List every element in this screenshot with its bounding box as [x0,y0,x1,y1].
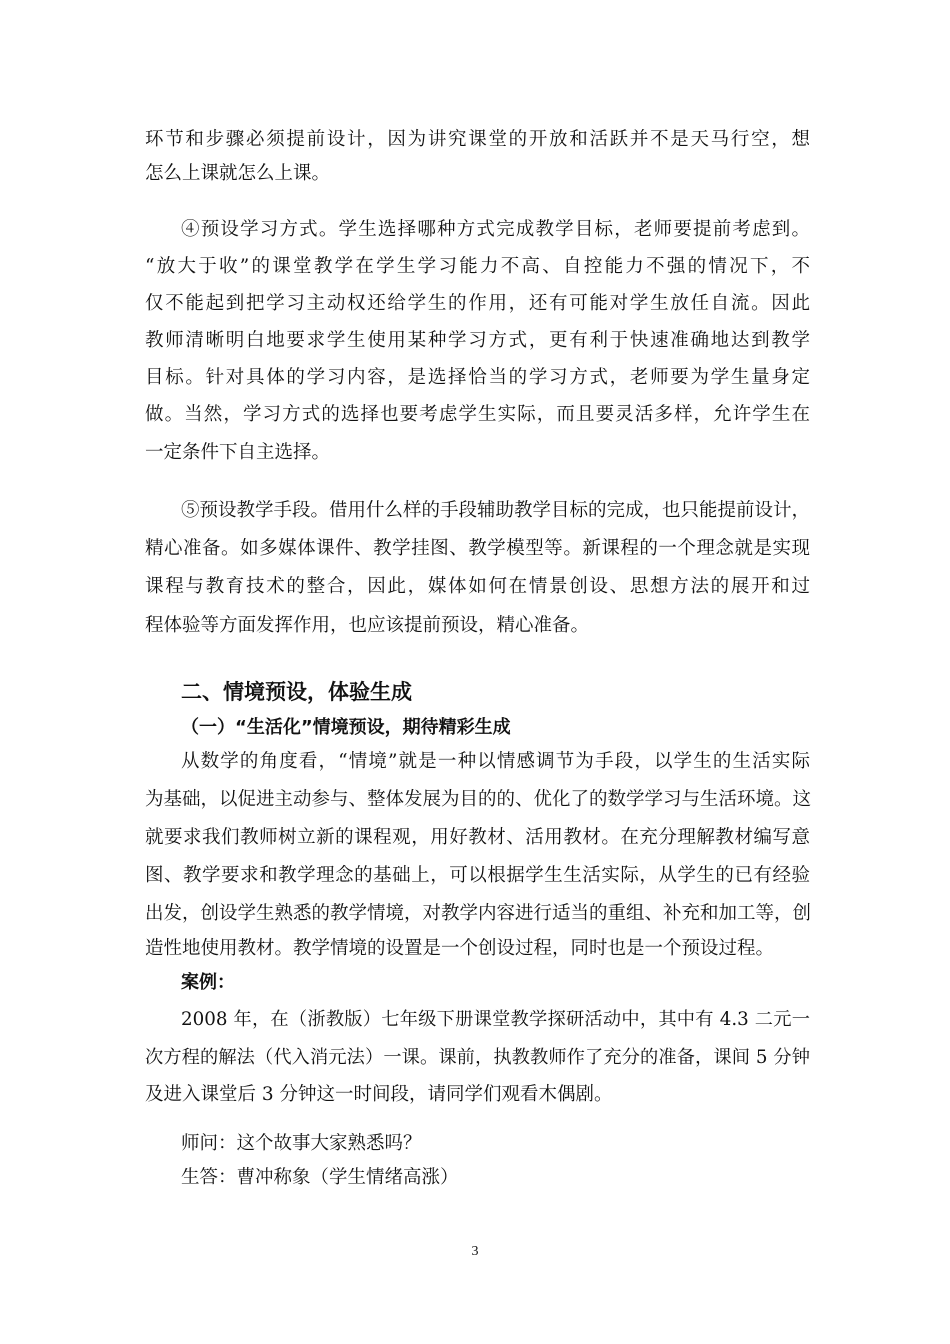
text-line: 课程与教育技术的整合，因此，媒体如何在情景创设、思想方法的展开和过 [145,576,810,597]
text-line: 次方程的解法（代入消元法）一课。课前，执教教师作了充分的准备，课间 5 分钟 [145,1047,810,1068]
text-line: ⑤预设教学手段。借用什么样的手段辅助教学目标的完成，也只能提前设计， [181,500,811,521]
text-line: 怎么上课就怎么上课。 [145,163,331,184]
text-line: 就要求我们教师树立新的课程观，用好教材、活用教材。在充分理解教材编写意 [145,827,810,848]
text-line: 出发，创设学生熟悉的教学情境，对教学内容进行适当的重组、补充和加工等，创 [145,903,812,924]
case-label: 案例： [181,972,235,993]
text-line: 仅不能起到把学习主动权还给学生的作用，还有可能对学生放任自流。因此 [145,293,810,314]
text-line: 做。当然，学习方式的选择也要考虑学生实际，而且要灵活多样，允许学生在 [145,404,810,425]
text-line: 程体验等方面发挥作用，也应该提前预设，精心准备。 [145,615,590,636]
text-line: ④预设学习方式。学生选择哪种方式完成教学目标，老师要提前考虑到。 [181,219,810,240]
text-line: 精心准备。如多媒体课件、教学挂图、教学模型等。新课程的一个理念就是实现 [145,538,810,559]
text-line: “放大于收”的课堂教学在学生学习能力不高、自控能力不强的情况下，不 [145,256,810,277]
text-line: 图、教学要求和教学理念的基础上，可以根据学生生活实际，从学生的已有经验 [145,865,810,886]
text-line: 教师清晰明白地要求学生使用某种学习方式，更有利于快速准确地达到教学 [145,330,810,351]
text-line: 目标。针对具体的学习内容，是选择恰当的学习方式，老师要为学生量身定 [145,367,810,388]
page-number: 3 [471,1244,479,1259]
subsection-heading: （一）“生活化”情境预设，期待精彩生成 [181,717,511,738]
text-line: 及进入课堂后 3 分钟这一时间段，请同学们观看木偶剧。 [145,1084,613,1105]
text-line: 从数学的角度看，“情境”就是一种以情感调节为手段，以学生的生活实际 [181,751,810,772]
text-line: 环节和步骤必须提前设计，因为讲究课堂的开放和活跃并不是天马行空，想 [145,129,810,150]
text-line: 造性地使用教材。教学情境的设置是一个创设过程，同时也是一个预设过程。 [145,938,775,959]
text-line: 2008 年，在（浙教版）七年级下册课堂教学探研活动中，其中有 4.3 二元一 [181,1009,810,1030]
text-line: 为基础，以促进主动参与、整体发展为目的的、优化了的数学学习与生活环境。这 [145,789,812,810]
dialogue-line: 生答：曹冲称象（学生情绪高涨） [181,1167,459,1188]
text-line: 一定条件下自主选择。 [145,442,331,463]
dialogue-line: 师问：这个故事大家熟悉吗？ [181,1133,422,1154]
section-heading: 二、情境预设，体验生成 [181,680,412,704]
